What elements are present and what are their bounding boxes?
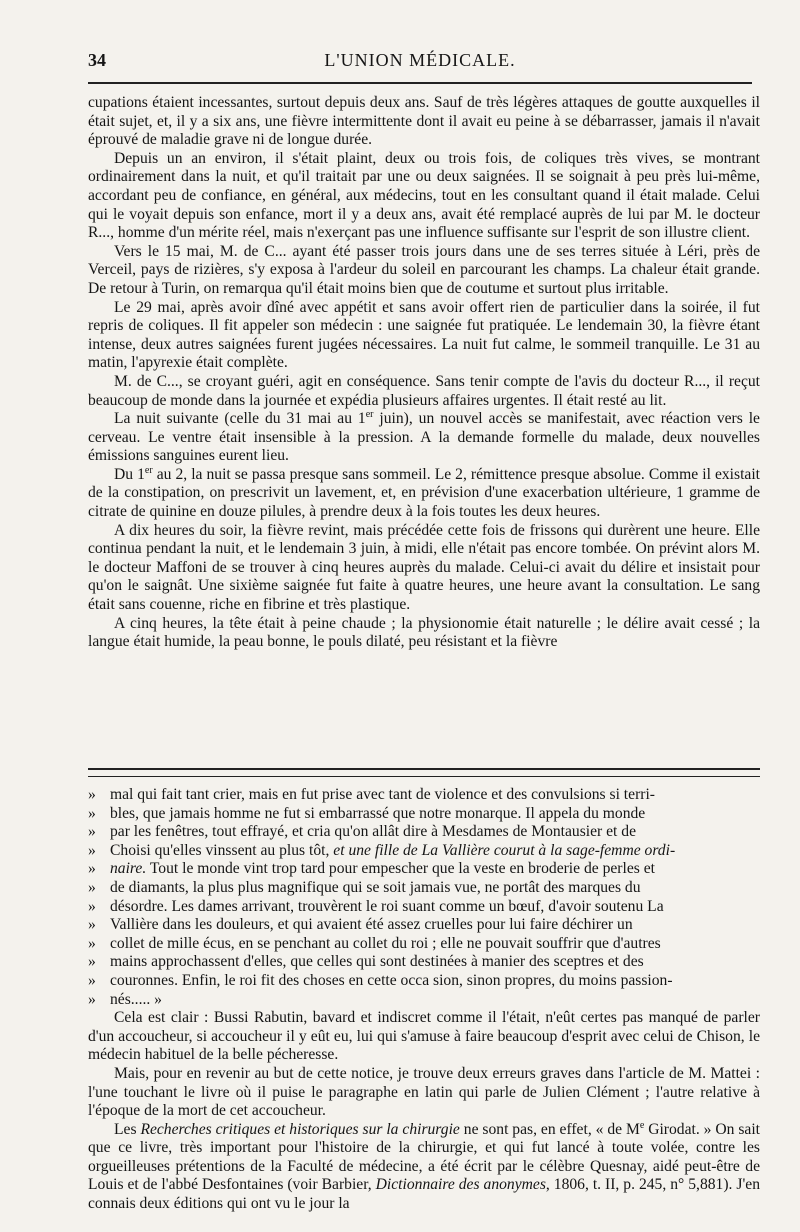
italic-run: naire. [110,860,147,878]
quote-line: » Vallière dans les douleurs, et qui avaient été assez cruelles pour lui faire déchirer un [88,916,760,935]
quote-line: » de diamants, la plus plus magnifique qui se soit jamais vue, ne portât des marques du [88,879,760,898]
quote-line: » mains approchassent d'elles, que celles qui sont destinées à manier des sceptres et des [88,953,760,972]
paragraph: cupations étaient incessantes, surtout depuis deux ans. Sauf de très légères attaques de goutte auxquelles il était sujet, et, il y a six ans, une fièvre intermittente dont il avait eu peine à se débarrasser, jamais il n'avait éprouvé de maladie grave ni de longue durée. [88,94,760,149]
main-text [88,94,760,652]
quote-line: » mal qui fait tant crier, mais en fut prise avec tant de violence et des convulsions si terri- [88,786,760,805]
quote-line: » désordre. Les dames arrivant, trouvèrent le roi suant comme un bœuf, d'avoir soutenu La [88,898,760,917]
paragraph: Le 29 mai, après avoir dîné avec appétit et sans avoir offert rien de particulier dans la soirée, il fut repris de coliques. Il fit appeler son médecin : une saignée fut pratiquée. Le lendemain 30, la fièvre étant intense, deux autres saignées furent jugées nécessaires. La nuit fut calme, le sommeil tranquille. Le 31 au matin, l'apyrexie était complète. [88,298,760,372]
header-rule [88,82,752,84]
text-run: ne sont pas, en effet, « de M [459,1120,640,1138]
superscript: er [365,408,374,420]
text-run: Choisi qu'elles vinssent au plus tôt, [110,841,334,859]
paragraph [88,466,760,522]
paragraph: M. de C..., se croyant guéri, agit en conséquence. Sans tenir compte de l'avis du docteur R..., il reçut beaucoup de monde dans la journée et expédia plusieurs affaires urgentes. Il était resté au lit. [88,372,760,409]
text-run: Du 1 [114,465,145,483]
quote-line [88,860,760,879]
text-run: Les [114,1120,141,1138]
italic-run: Recherches critiques et historiques sur la chirurgie [140,1120,460,1138]
quote-line: » couronnes. Enfin, le roi fit des choses en cette occa sion, sinon propres, du moins passion- [88,972,760,991]
paragraph: Cela est clair : Bussi Rabutin, bavard et indiscret comme il l'était, n'eût certes pas manqué de parler d'un accoucheur, si accoucheur il y eût eu, lui qui s'amuse à faire beaucoup d'esprit avec celui de Chison, le médecin habituel de la belle pécheresse. [88,1009,760,1064]
paragraph: A dix heures du soir, la fièvre revint, mais précédée cette fois de frissons qui durèrent une heure. Elle continua pendant la nuit, et le lendemain 3 juin, à midi, elle n'était pas encore tombée. On prévint alors M. le docteur Maffoni de se trouver à cinq heures auprès du malade. Celui-ci avait du délire et insistait pour qu'on le saignât. Une sixième saignée fut faite à quatre heures, une heure avant la consultation. Le sang était sans couenne, riche en fibrine et très plastique. [88,521,760,614]
paragraph [88,410,760,466]
text-run: La nuit suivante (celle du 31 mai au 1 [114,410,366,428]
text-run: , 1806, t. II, p. 245, n° 5,881). J'en connais deux éditions qui ont vu le jour la [88,1176,760,1213]
text-run: Girodat. » On sait que ce livre, très important pour l'histoire de la chirurgie, et qui fut lancé à toute volée, contre les orgueilleuses prétentions de la Faculté de médecine, a été écrit par le célèbre Quesnay, aidé peut-être de Louis et de l'abbé Desfontaines (voir Barbier, [88,1120,760,1194]
italic-run: Dictionnaire des anonymes [375,1176,546,1194]
superscript: er [144,464,153,476]
quote-line: » collet de mille écus, en se penchant au collet du roi ; elle ne pouvait souffrir que d'autres [88,935,760,954]
paragraph: Depuis un an environ, il s'était plaint, deux ou trois fois, de coliques très vives, se montrant ordinairement dans la nuit, et qu'il traitait par une ou deux saignées. Il se soignait à peu près lui-même, accordant peu de confiance, en général, aux médecins, tout en les consultant quand il était malade. Celui qui le voyait depuis son enfance, mort il y a deux ans, avait été remplacé auprès de lui par M. le docteur R..., homme d'un mérite réel, mais n'exerçant pas une influence suffisante sur l'esprit de son illustre client. [88,149,760,242]
paragraph: A cinq heures, la tête était à peine chaude ; la physionomie était naturelle ; le délire avait cessé ; la langue était humide, la peau bonne, le pouls dilaté, peu résistant et la fièvre [88,614,760,651]
footnote-separator [88,768,760,777]
journal-title: L'UNION MÉDICALE. [324,50,516,70]
text-run: Tout le monde vint trop tard pour empescher que la veste en broderie de perles et [146,860,655,878]
paragraph [88,1121,760,1214]
page-number: 34 [88,50,106,70]
footnotes [88,786,760,1214]
text-run: au 2, la nuit se passa presque sans sommeil. Le 2, rémittence presque absolue. Comme il existait de la constipation, on prescrivit un lavement, et, en prévision d'une exacerbation ultérieure, 1 gramme de citrate de quinine en douze pilules, à prendre deux à la fois toutes les deux heures. [88,465,760,521]
text-run: juin), un nouvel accès se manifestait, avec réaction vers le cerveau. Le ventre était insensible à la pression. A la demande formelle du malade, deux nouvelles émissions sanguines eurent lieu. [88,410,760,465]
quote-line [88,842,760,861]
paragraph: Vers le 15 mai, M. de C... ayant été passer trois jours dans une de ses terres située à Léri, près de Verceil, pays de rizières, s'y exposa à l'ardeur du soleil en parcourant les champs. La chaleur était grande. De retour à Turin, on remarqua qu'il était moins bien que de coutume et surtout plus irritable. [88,242,760,297]
running-header [88,50,752,74]
superscript: e [639,1119,645,1131]
paragraph: Mais, pour en revenir au but de cette notice, je trouve deux erreurs graves dans l'article de M. Mattei : l'une touchant le livre où il puise le paragraphe en latin qui parle de Julien Clément ; l'autre relative à l'époque de la mort de cet accoucheur. [88,1064,760,1120]
quote-line: » bles, que jamais homme ne fut si embarrassé que notre monarque. Il appela du monde [88,805,760,824]
quote-line: » nés..... » [88,991,760,1010]
quote-line: » par les fenêtres, tout effrayé, et cria qu'on allât dire à Mesdames de Montausier et de [88,823,760,842]
italic-run: et une fille de La Vallière courut à la sage-femme ordi- [333,841,676,859]
